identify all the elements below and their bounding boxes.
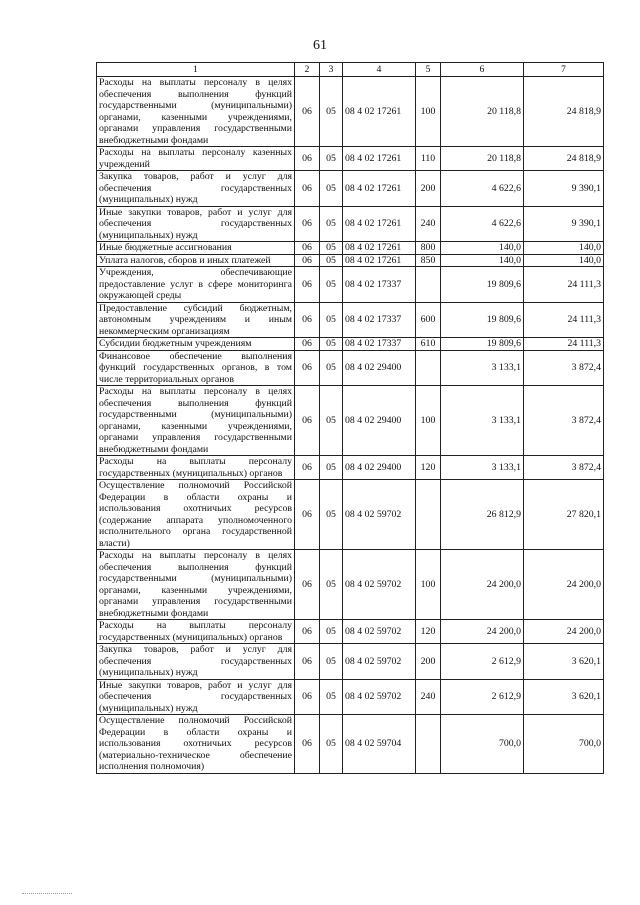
row-target-article: 08 4 02 17261 (343, 242, 416, 255)
row-amount-1: 2 612,9 (441, 644, 524, 680)
table-row (97, 267, 604, 303)
row-target-article: 08 4 02 17337 (343, 338, 416, 351)
row-expense-type: 100 (416, 550, 441, 620)
row-subsection: 05 (320, 480, 343, 550)
row-amount-2: 140,0 (524, 254, 604, 267)
row-section: 06 (295, 620, 320, 644)
table-row (97, 171, 604, 207)
row-target-article: 08 4 02 17261 (343, 171, 416, 207)
row-target-article: 08 4 02 59702 (343, 550, 416, 620)
row-section: 06 (295, 267, 320, 303)
table-row (97, 338, 604, 351)
row-amount-2: 24 111,3 (524, 338, 604, 351)
table-row (97, 715, 604, 774)
row-amount-1: 4 622,6 (441, 171, 524, 207)
row-section: 06 (295, 679, 320, 715)
row-target-article: 08 4 02 17337 (343, 267, 416, 303)
row-section: 06 (295, 147, 320, 171)
row-name: Иные закупки товаров, работ и услуг для обеспечения государственных (муниципальных) нужд (97, 206, 295, 242)
row-expense-type (416, 350, 441, 386)
row-expense-type: 120 (416, 456, 441, 480)
row-amount-2: 3 620,1 (524, 679, 604, 715)
row-amount-2: 3 872,4 (524, 386, 604, 456)
row-subsection: 05 (320, 679, 343, 715)
header-col-6: 6 (441, 63, 524, 77)
row-amount-2: 3 620,1 (524, 644, 604, 680)
row-section: 06 (295, 456, 320, 480)
row-expense-type (416, 267, 441, 303)
header-col-5: 5 (416, 63, 441, 77)
row-section: 06 (295, 254, 320, 267)
row-section: 06 (295, 644, 320, 680)
row-subsection: 05 (320, 302, 343, 338)
row-name: Предоставление субсидий бюджетным, автономным учреждениям и иным некоммерческим организациям (97, 302, 295, 338)
row-name: Осуществление полномочий Российской Федерации в области охраны и использования охотничьих ресурсов (содержание аппарата уполномоченного исполнительного органа государственной власти) (97, 480, 295, 550)
row-expense-type: 850 (416, 254, 441, 267)
row-name: Иные бюджетные ассигнования (97, 242, 295, 255)
row-section: 06 (295, 480, 320, 550)
row-name: Расходы на выплаты персоналу государственных (муниципальных) органов (97, 620, 295, 644)
table-row (97, 644, 604, 680)
row-section: 06 (295, 550, 320, 620)
table-row (97, 242, 604, 255)
header-col-1: 1 (97, 63, 295, 77)
row-name: Закупка товаров, работ и услуг для обеспечения государственных (муниципальных) нужд (97, 171, 295, 207)
row-target-article: 08 4 02 59702 (343, 679, 416, 715)
row-name: Субсидии бюджетным учреждениям (97, 338, 295, 351)
row-subsection: 05 (320, 77, 343, 147)
row-section: 06 (295, 206, 320, 242)
row-name: Закупка товаров, работ и услуг для обеспечения государственных (муниципальных) нужд (97, 644, 295, 680)
table-row (97, 350, 604, 386)
row-amount-2: 27 820,1 (524, 480, 604, 550)
row-amount-2: 9 390,1 (524, 171, 604, 207)
row-expense-type: 600 (416, 302, 441, 338)
header-col-4: 4 (343, 63, 416, 77)
row-amount-2: 24 818,9 (524, 77, 604, 147)
table-row (97, 147, 604, 171)
row-amount-1: 19 809,6 (441, 267, 524, 303)
row-name: Осуществление полномочий Российской Федерации в области охраны и использования охотничьих ресурсов (материально-техническое обеспечение исполнения полномочия) (97, 715, 295, 774)
row-section: 06 (295, 386, 320, 456)
header-col-7: 7 (524, 63, 604, 77)
row-amount-2: 24 200,0 (524, 620, 604, 644)
table-row (97, 254, 604, 267)
table-header-row (97, 63, 604, 77)
row-subsection: 05 (320, 254, 343, 267)
row-amount-2: 3 872,4 (524, 456, 604, 480)
row-name: Уплата налогов, сборов и иных платежей (97, 254, 295, 267)
row-amount-1: 20 118,8 (441, 77, 524, 147)
row-name: Расходы на выплаты персоналу в целях обеспечения выполнения функций государственными (муниципальными) органами, казенными учреждениями, органами управления государственными внебюджетными фондами (97, 386, 295, 456)
row-expense-type: 240 (416, 206, 441, 242)
row-expense-type (416, 715, 441, 774)
row-name: Расходы на выплаты персоналу государственных (муниципальных) органов (97, 456, 295, 480)
table-row (97, 77, 604, 147)
row-amount-2: 24 111,3 (524, 302, 604, 338)
table-row (97, 679, 604, 715)
page-number: 61 (313, 38, 327, 53)
row-subsection: 05 (320, 267, 343, 303)
row-amount-2: 24 200,0 (524, 550, 604, 620)
row-target-article: 08 4 02 17337 (343, 302, 416, 338)
row-subsection: 05 (320, 386, 343, 456)
row-target-article: 08 4 02 29400 (343, 456, 416, 480)
row-section: 06 (295, 171, 320, 207)
row-target-article: 08 4 02 17261 (343, 77, 416, 147)
row-target-article: 08 4 02 59704 (343, 715, 416, 774)
row-target-article: 08 4 02 17261 (343, 254, 416, 267)
row-amount-2: 24 818,9 (524, 147, 604, 171)
budget-table (96, 62, 604, 774)
table-row (97, 302, 604, 338)
row-expense-type: 200 (416, 171, 441, 207)
row-subsection: 05 (320, 715, 343, 774)
row-subsection: 05 (320, 620, 343, 644)
row-section: 06 (295, 242, 320, 255)
row-amount-1: 140,0 (441, 242, 524, 255)
row-section: 06 (295, 350, 320, 386)
row-subsection: 05 (320, 350, 343, 386)
row-target-article: 08 4 02 59702 (343, 480, 416, 550)
row-subsection: 05 (320, 644, 343, 680)
row-amount-2: 140,0 (524, 242, 604, 255)
row-subsection: 05 (320, 550, 343, 620)
row-name: Расходы на выплаты персоналу казенных учреждений (97, 147, 295, 171)
row-name: Иные закупки товаров, работ и услуг для обеспечения государственных (муниципальных) нужд (97, 679, 295, 715)
row-expense-type: 100 (416, 77, 441, 147)
row-section: 06 (295, 77, 320, 147)
table-row (97, 480, 604, 550)
table-row (97, 550, 604, 620)
row-amount-1: 3 133,1 (441, 350, 524, 386)
row-amount-2: 9 390,1 (524, 206, 604, 242)
row-name: Расходы на выплаты персоналу в целях обеспечения выполнения функций государственными (муниципальными) органами, казенными учреждениями, органами управления государственными внебюджетными фондами (97, 550, 295, 620)
footer-mark (22, 893, 72, 894)
row-expense-type (416, 480, 441, 550)
row-amount-1: 3 133,1 (441, 386, 524, 456)
row-amount-1: 20 118,8 (441, 147, 524, 171)
row-name: Расходы на выплаты персоналу в целях обеспечения выполнения функций государственными (муниципальными) органами, казенными учреждениями, органами управления государственными внебюджетными фондами (97, 77, 295, 147)
row-amount-1: 19 809,6 (441, 302, 524, 338)
row-name: Финансовое обеспечение выполнения функций государственных органов, в том числе территориальных органов (97, 350, 295, 386)
row-amount-1: 26 812,9 (441, 480, 524, 550)
row-target-article: 08 4 02 59702 (343, 644, 416, 680)
row-target-article: 08 4 02 29400 (343, 386, 416, 456)
row-amount-1: 24 200,0 (441, 550, 524, 620)
row-subsection: 05 (320, 242, 343, 255)
row-amount-1: 4 622,6 (441, 206, 524, 242)
row-amount-1: 19 809,6 (441, 338, 524, 351)
row-amount-1: 2 612,9 (441, 679, 524, 715)
row-amount-1: 24 200,0 (441, 620, 524, 644)
row-subsection: 05 (320, 456, 343, 480)
row-amount-2: 3 872,4 (524, 350, 604, 386)
row-expense-type: 120 (416, 620, 441, 644)
row-expense-type: 100 (416, 386, 441, 456)
row-expense-type: 200 (416, 644, 441, 680)
row-amount-2: 700,0 (524, 715, 604, 774)
row-expense-type: 610 (416, 338, 441, 351)
row-target-article: 08 4 02 17261 (343, 206, 416, 242)
table-row (97, 206, 604, 242)
row-expense-type: 110 (416, 147, 441, 171)
row-expense-type: 240 (416, 679, 441, 715)
row-section: 06 (295, 715, 320, 774)
row-target-article: 08 4 02 29400 (343, 350, 416, 386)
row-amount-1: 700,0 (441, 715, 524, 774)
row-target-article: 08 4 02 59702 (343, 620, 416, 644)
row-expense-type: 800 (416, 242, 441, 255)
table-row (97, 386, 604, 456)
row-target-article: 08 4 02 17261 (343, 147, 416, 171)
row-subsection: 05 (320, 171, 343, 207)
table-row (97, 456, 604, 480)
header-col-3: 3 (320, 63, 343, 77)
header-col-2: 2 (295, 63, 320, 77)
row-amount-1: 140,0 (441, 254, 524, 267)
row-amount-1: 3 133,1 (441, 456, 524, 480)
row-amount-2: 24 111,3 (524, 267, 604, 303)
row-section: 06 (295, 338, 320, 351)
row-name: Учреждения, обеспечивающие предоставление услуг в сфере мониторинга окружающей среды (97, 267, 295, 303)
table-row (97, 620, 604, 644)
row-subsection: 05 (320, 206, 343, 242)
row-subsection: 05 (320, 338, 343, 351)
row-section: 06 (295, 302, 320, 338)
row-subsection: 05 (320, 147, 343, 171)
